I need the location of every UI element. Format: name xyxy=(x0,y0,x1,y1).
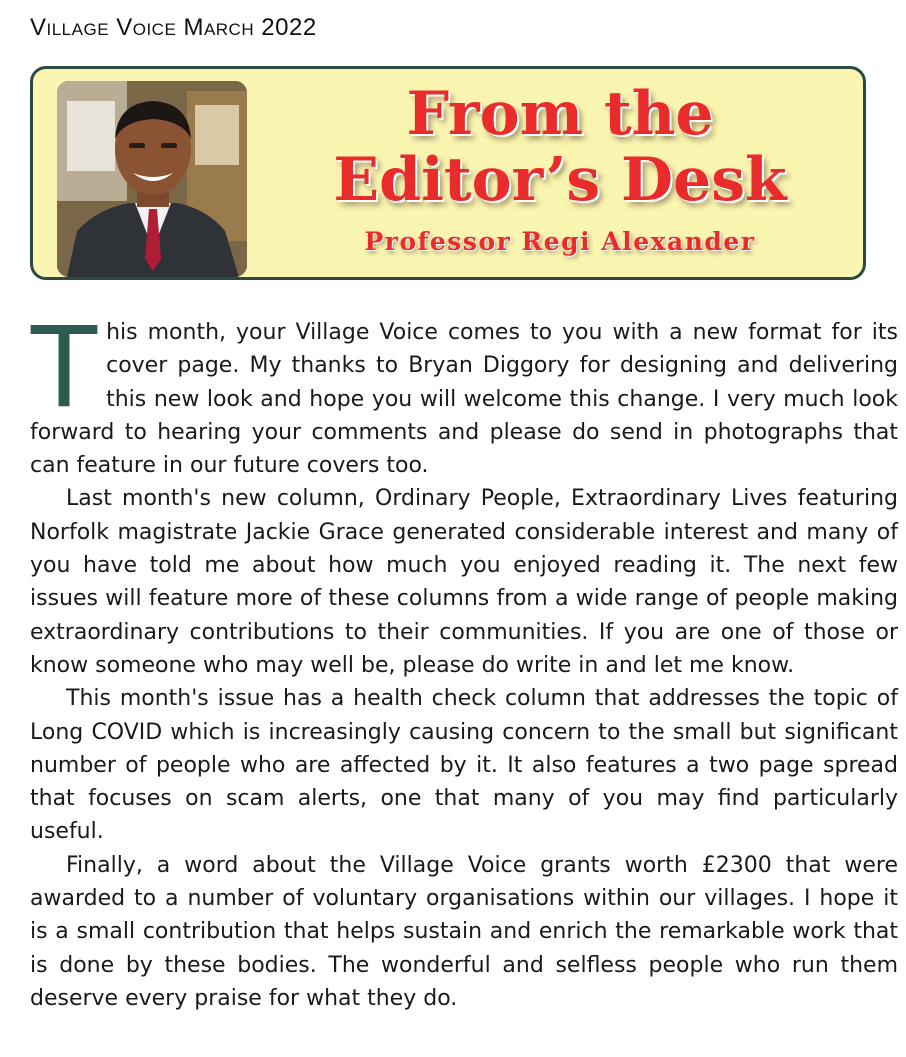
editorial-article xyxy=(28,300,898,1015)
paragraph-text: his month, your Village Voice comes to you with a new format for its cover page. My thanks to Bryan Diggory for designing and delivering this new look and hope you will welcome this change. I very much look forward to hearing your comments and please do send in photographs that can feature in our future covers too. xyxy=(30,320,898,479)
editor-photo xyxy=(57,81,247,277)
editor-byline: Professor Regi Alexander xyxy=(364,227,756,256)
drop-cap: T xyxy=(28,300,101,432)
article-paragraph-4: Finally, a word about the Village Voice grants worth £2300 that were awarded to a number of voluntary organisations within our villages. I hope it is a small contribution that helps sustain and enrich the remarkable work that is done by these bodies. The wonderful and selfless people who run them deserve every praise for what they do. xyxy=(30,852,898,1011)
article-paragraph-1 xyxy=(28,300,898,482)
article-paragraph-2: Last month's new column, Ordinary People, Extraordinary Lives featuring Norfolk magistrate Jackie Grace generated considerable interest and many of you have told me about how much you enjoyed reading it. The next few issues will feature more of these columns from a wide range of people making extraordinary contributions to their communities. If you are one of those or know someone who may well be, please do write in and let me know. xyxy=(30,486,898,678)
article-paragraph-3: This month's issue has a health check column that addresses the topic of Long COVID which is increasingly causing concern to the small but significant number of people who are affected by it. It also features a two page spread that focuses on scam alerts, one that many of you may find particularly useful. xyxy=(30,686,898,845)
running-header: Village Voice March 2022 xyxy=(30,14,317,41)
banner-title-line-1: From the xyxy=(406,79,714,149)
banner-title-block xyxy=(265,81,855,256)
banner-title-line-2: Editor’s Desk xyxy=(333,145,787,215)
editor-banner xyxy=(30,66,866,280)
